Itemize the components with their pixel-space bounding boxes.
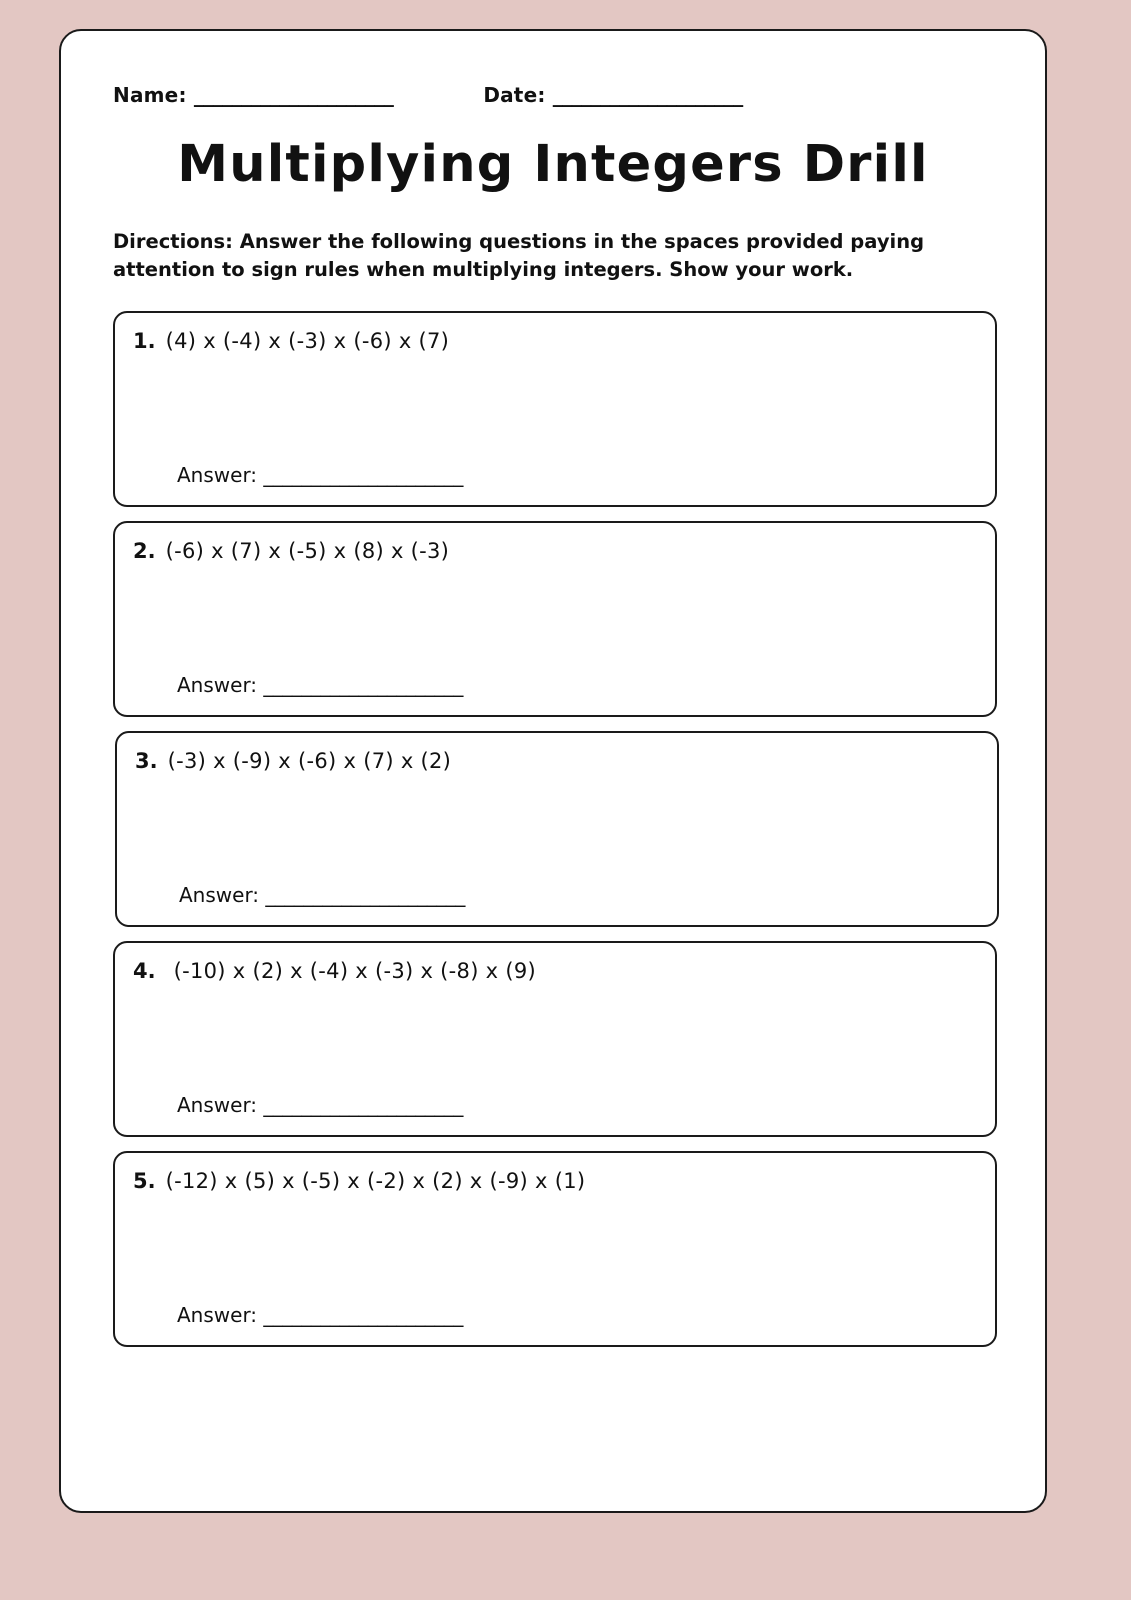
problem-expression: (-10) x (2) x (-4) x (-3) x (-8) x (9) [173, 958, 537, 983]
answer-label: Answer: [177, 1092, 258, 1117]
answer-blank-line[interactable]: _____________________ [263, 1302, 463, 1327]
answer-row [177, 1093, 463, 1117]
problem-question [133, 539, 973, 563]
answer-label: Answer: [177, 672, 258, 697]
problem-expression: (-6) x (7) x (-5) x (8) x (-3) [165, 538, 450, 563]
answer-label: Answer: [177, 1302, 258, 1327]
problems-list [113, 311, 993, 1347]
answer-blank-line[interactable]: _____________________ [263, 462, 463, 487]
name-field [113, 83, 393, 107]
problem-expression: (-12) x (5) x (-5) x (-2) x (2) x (-9) x (1) [165, 1168, 586, 1193]
problem-item [113, 1151, 997, 1347]
name-label: Name: [113, 83, 187, 107]
problem-item [113, 941, 997, 1137]
directions-text: Directions: Answer the following questions in the spaces provided paying attention to sign rules when multiplying integers. Show your work. [113, 230, 925, 282]
page-title: Multiplying Integers Drill [177, 135, 929, 194]
answer-row [179, 883, 465, 907]
answer-row [177, 463, 463, 487]
answer-row [177, 1303, 463, 1327]
date-blank-line[interactable]: ____________________ [552, 83, 743, 107]
problem-question [135, 749, 975, 773]
problem-number: 1. [133, 328, 156, 353]
problem-expression: (-3) x (-9) x (-6) x (7) x (2) [167, 748, 452, 773]
problem-number: 4. [133, 958, 156, 983]
problem-number: 5. [133, 1168, 156, 1193]
problem-question [133, 329, 973, 353]
answer-row [177, 673, 463, 697]
problem-expression: (4) x (-4) x (-3) x (-6) x (7) [165, 328, 450, 353]
date-field [483, 83, 742, 107]
answer-blank-line[interactable]: _____________________ [263, 1092, 463, 1117]
worksheet-content [61, 31, 1045, 1347]
problem-number: 2. [133, 538, 156, 563]
answer-blank-line[interactable]: _____________________ [263, 672, 463, 697]
name-blank-line[interactable]: _____________________ [193, 83, 394, 107]
problem-item [115, 731, 999, 927]
problem-question [133, 1169, 973, 1193]
problem-item [113, 311, 997, 507]
answer-label: Answer: [179, 882, 260, 907]
name-date-row [113, 83, 993, 107]
problem-number: 3. [135, 748, 158, 773]
problem-question [133, 959, 973, 983]
problem-item [113, 521, 997, 717]
answer-blank-line[interactable]: _____________________ [265, 882, 465, 907]
worksheet-page [59, 29, 1047, 1513]
date-label: Date: [483, 83, 546, 107]
answer-label: Answer: [177, 462, 258, 487]
